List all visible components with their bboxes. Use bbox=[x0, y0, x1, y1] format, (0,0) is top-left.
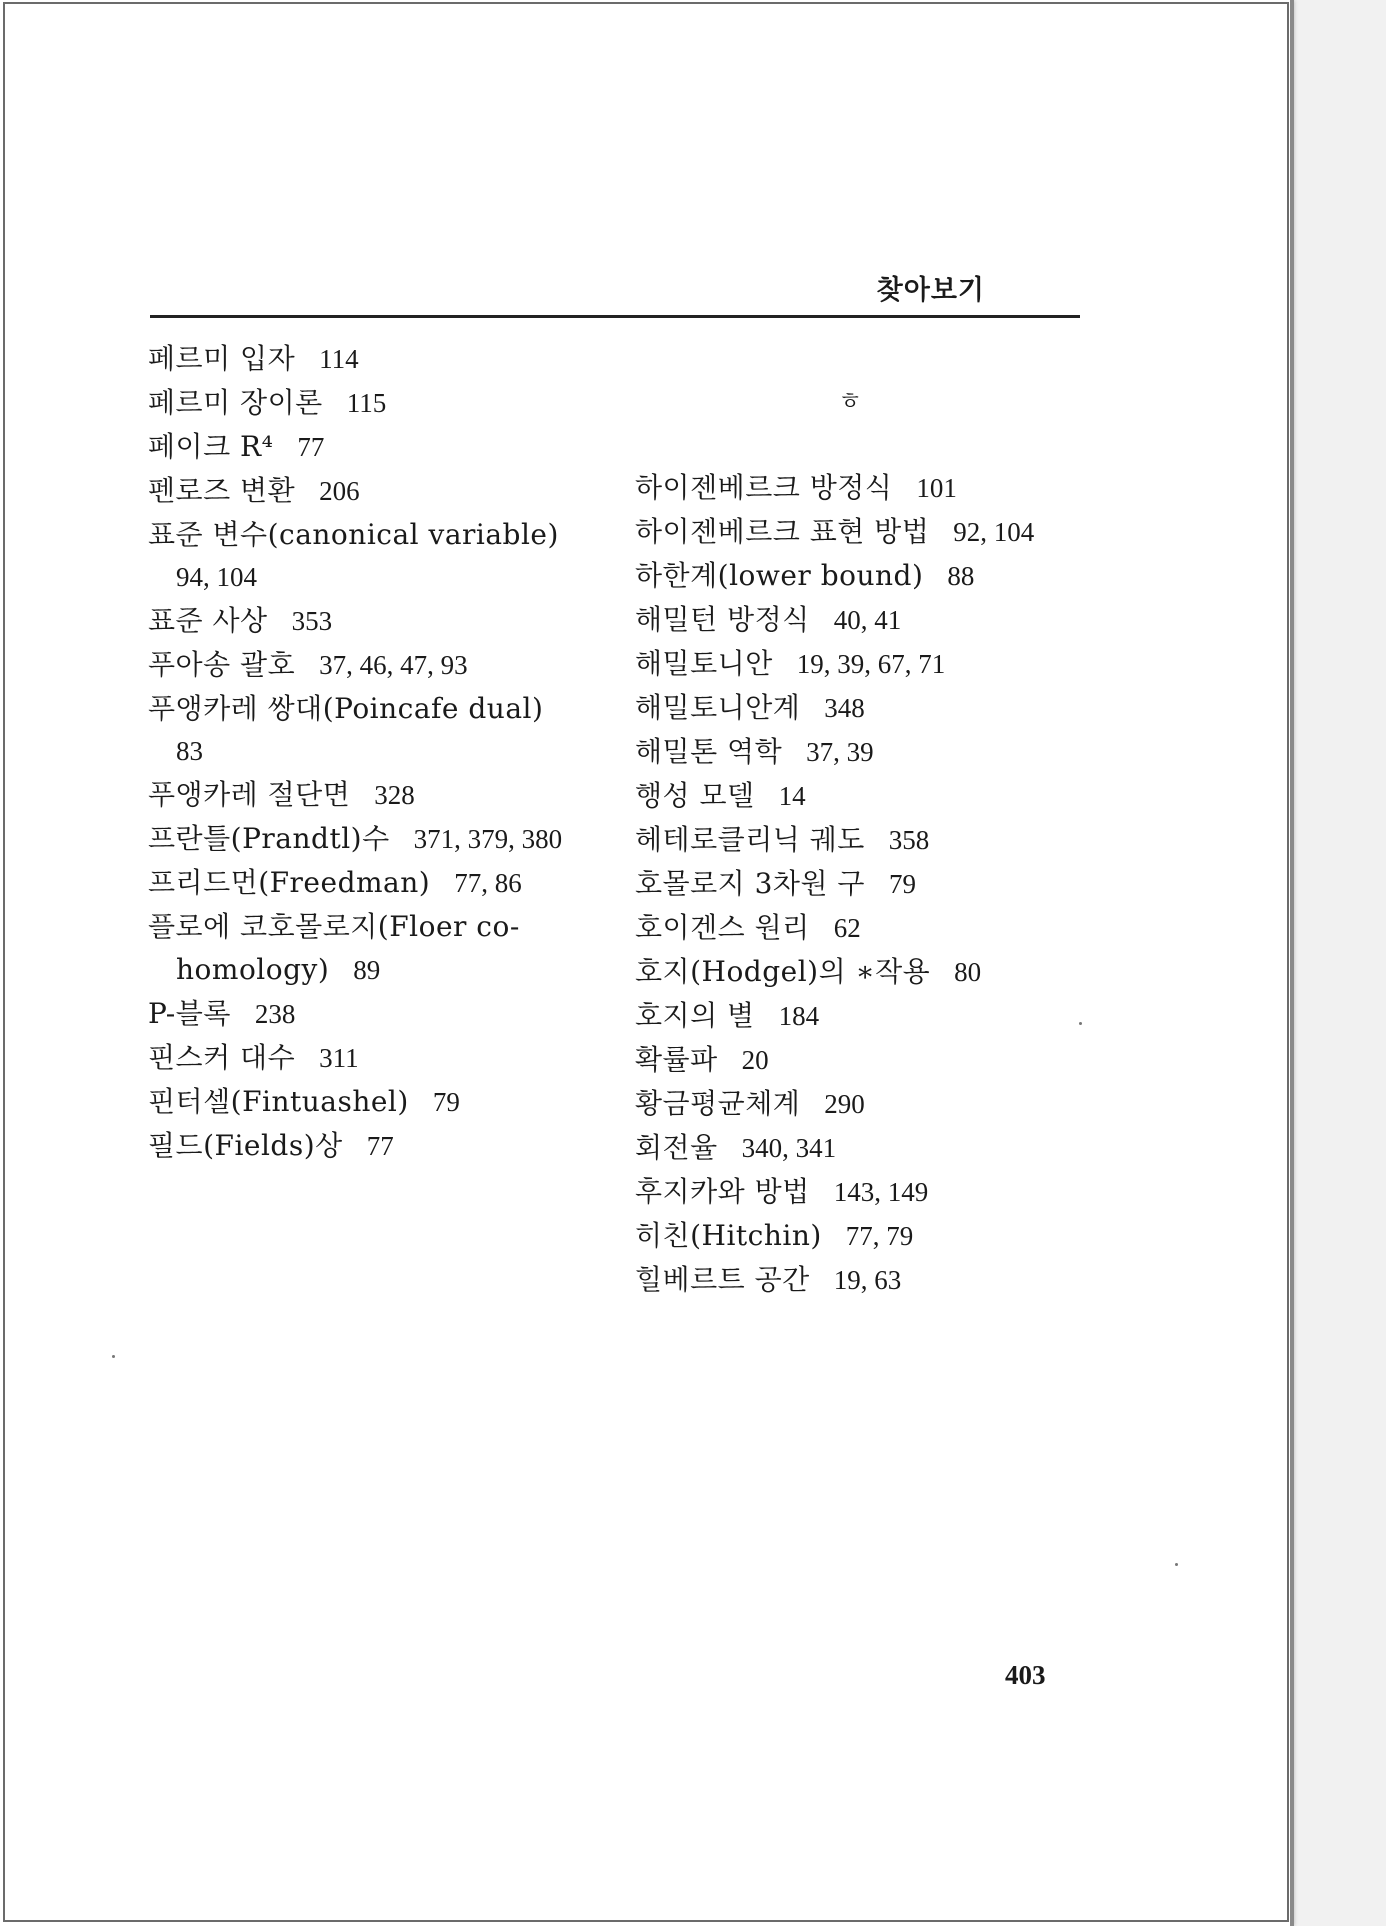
header-rule bbox=[150, 315, 1080, 318]
index-pages: 20 bbox=[741, 1045, 769, 1075]
index-column-right bbox=[635, 337, 1095, 1302]
index-term: 해밀토니안 bbox=[635, 647, 773, 680]
index-term: 페르미 장이론 bbox=[148, 386, 323, 419]
index-pages: 89 bbox=[353, 955, 381, 985]
index-term: 페르미 입자 bbox=[148, 342, 296, 375]
index-term: 페이크 R⁴ bbox=[148, 430, 274, 463]
index-term-continuation: homology) bbox=[176, 953, 330, 986]
index-pages: 14 bbox=[778, 781, 806, 811]
index-pages: 340, 341 bbox=[741, 1133, 837, 1163]
index-column-left bbox=[148, 337, 598, 1168]
index-entry bbox=[148, 1080, 598, 1124]
index-entry bbox=[148, 905, 598, 992]
index-pages: 184 bbox=[778, 1001, 820, 1031]
index-entry bbox=[635, 818, 1095, 862]
index-term: 헤테로클리닉 궤도 bbox=[635, 823, 865, 856]
index-pages: 40, 41 bbox=[833, 605, 902, 635]
index-entry-continuation bbox=[148, 948, 598, 992]
index-pages: 206 bbox=[319, 476, 360, 506]
index-term: 핀터셀(Fintuashel) bbox=[148, 1085, 409, 1118]
index-term: 확률파 bbox=[635, 1043, 718, 1076]
index-entry bbox=[148, 861, 598, 905]
index-entry bbox=[148, 1036, 598, 1080]
index-pages: 114 bbox=[319, 344, 359, 374]
index-entry bbox=[635, 906, 1095, 950]
index-pages: 79 bbox=[432, 1087, 460, 1117]
index-entry bbox=[148, 599, 598, 643]
index-entry bbox=[148, 425, 598, 469]
index-pages: 19, 39, 67, 71 bbox=[796, 649, 946, 679]
index-term: 호몰로지 3차원 구 bbox=[635, 867, 865, 900]
index-pages: 311 bbox=[319, 1043, 359, 1073]
index-term: P-블록 bbox=[148, 997, 231, 1030]
index-term: 펜로즈 변환 bbox=[148, 474, 296, 507]
scan-speck bbox=[112, 1355, 115, 1358]
index-term: 해밀톤 역학 bbox=[635, 735, 783, 768]
page-number: 403 bbox=[1005, 1660, 1046, 1690]
index-term: 하이젠베르크 방정식 bbox=[635, 471, 893, 504]
index-pages: 62 bbox=[833, 913, 861, 943]
index-term: 후지카와 방법 bbox=[635, 1175, 810, 1208]
index-pages: 353 bbox=[291, 606, 333, 636]
index-term: 표준 변수(canonical variable) bbox=[148, 518, 559, 551]
index-entry bbox=[148, 817, 598, 861]
index-term: 해밀토니안계 bbox=[635, 691, 801, 724]
index-entry bbox=[148, 992, 598, 1036]
index-pages: 19, 63 bbox=[833, 1265, 902, 1295]
index-pages: 290 bbox=[824, 1089, 865, 1119]
index-term: 황금평균체계 bbox=[635, 1087, 801, 1120]
index-entry bbox=[635, 598, 1095, 642]
index-term: 푸앵카레 쌍대(Poincafe dual) bbox=[148, 692, 544, 725]
index-entry bbox=[148, 469, 598, 513]
index-term: 프리드먼(Freedman) bbox=[148, 866, 431, 899]
index-pages: 80 bbox=[954, 957, 982, 987]
index-entry bbox=[635, 774, 1095, 818]
index-term: 호지의 별 bbox=[635, 999, 755, 1032]
index-term: 해밀턴 방정식 bbox=[635, 603, 810, 636]
index-entry bbox=[635, 1038, 1095, 1082]
index-pages: 94, 104 bbox=[176, 562, 257, 592]
index-entry bbox=[635, 466, 1095, 510]
index-pages: 79 bbox=[888, 869, 916, 899]
index-pages: 115 bbox=[346, 388, 387, 418]
scan-speck bbox=[1175, 1563, 1178, 1566]
index-pages: 348 bbox=[824, 693, 865, 723]
index-term: 필드(Fields)상 bbox=[148, 1129, 343, 1162]
scan-speck bbox=[1079, 1022, 1082, 1025]
index-term: 히친(Hitchin) bbox=[635, 1219, 822, 1252]
running-head: 찾아보기 bbox=[876, 275, 985, 306]
index-entry bbox=[635, 862, 1095, 906]
index-entry bbox=[635, 730, 1095, 774]
index-entry bbox=[635, 950, 1095, 994]
index-entry bbox=[148, 643, 598, 687]
index-entry bbox=[635, 1258, 1095, 1302]
index-entry bbox=[635, 510, 1095, 554]
index-entry bbox=[635, 1082, 1095, 1126]
index-term: 하이젠베르크 표현 방법 bbox=[635, 515, 930, 548]
index-pages: 101 bbox=[916, 473, 957, 503]
index-pages: 371, 379, 380 bbox=[413, 824, 563, 854]
index-entry bbox=[148, 1124, 598, 1168]
index-pages: 358 bbox=[888, 825, 930, 855]
index-entry bbox=[635, 642, 1095, 686]
index-term: 표준 사상 bbox=[148, 604, 268, 637]
index-term: 힐베르트 공간 bbox=[635, 1263, 810, 1296]
index-entry bbox=[148, 687, 598, 773]
index-pages: 77, 79 bbox=[845, 1221, 914, 1251]
index-entry bbox=[148, 337, 598, 381]
index-entry bbox=[635, 1214, 1095, 1258]
index-pages: 88 bbox=[947, 561, 975, 591]
index-term: 호이겐스 원리 bbox=[635, 911, 810, 944]
index-term: 회전율 bbox=[635, 1131, 718, 1164]
index-term: 푸앵카레 절단면 bbox=[148, 778, 351, 811]
index-pages: 92, 104 bbox=[953, 517, 1035, 547]
index-term: 플로에 코호몰로지(Floer co- bbox=[148, 910, 520, 943]
index-term: 하한계(lower bound) bbox=[635, 559, 924, 592]
index-term: 호지(Hodgel)의 ∗작용 bbox=[635, 955, 931, 988]
index-pages: 238 bbox=[254, 999, 296, 1029]
index-entry bbox=[148, 381, 598, 425]
section-letter: ㅎ bbox=[838, 387, 862, 415]
index-pages: 328 bbox=[374, 780, 415, 810]
index-entry bbox=[148, 773, 598, 817]
index-term: 행성 모델 bbox=[635, 779, 755, 812]
index-entry bbox=[148, 513, 598, 599]
index-pages: 77, 86 bbox=[454, 868, 522, 898]
index-pages: 77 bbox=[366, 1131, 394, 1161]
index-entry bbox=[635, 554, 1095, 598]
index-term: 프란틀(Prandtl)수 bbox=[148, 822, 390, 855]
page-edge bbox=[1290, 0, 1294, 1926]
index-entry bbox=[635, 686, 1095, 730]
index-entry bbox=[635, 1126, 1095, 1170]
index-pages: 143, 149 bbox=[833, 1177, 929, 1207]
index-pages: 77 bbox=[297, 432, 325, 462]
index-term: 핀스커 대수 bbox=[148, 1041, 296, 1074]
index-entry bbox=[635, 1170, 1095, 1214]
index-entry bbox=[635, 994, 1095, 1038]
index-term: 푸아송 괄호 bbox=[148, 648, 296, 681]
index-pages: 37, 46, 47, 93 bbox=[319, 650, 468, 680]
index-pages: 83 bbox=[176, 736, 203, 766]
index-pages: 37, 39 bbox=[806, 737, 874, 767]
